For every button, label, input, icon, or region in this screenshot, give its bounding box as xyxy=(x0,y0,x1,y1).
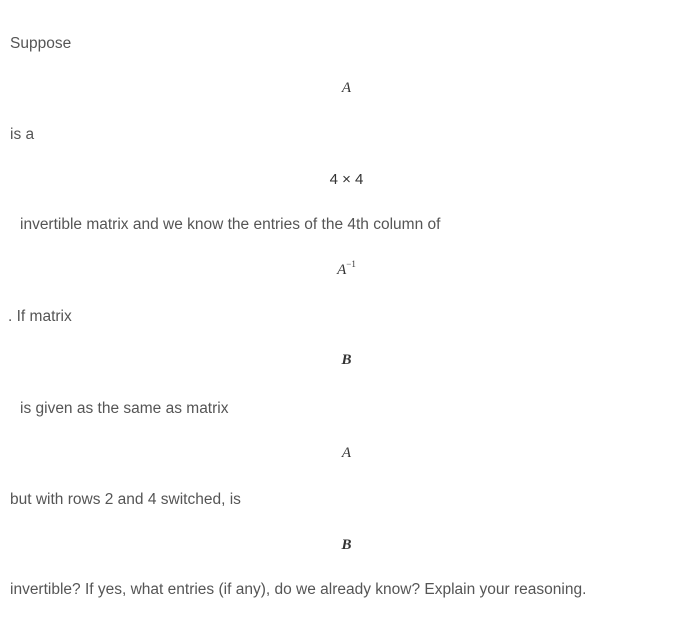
math-a-inverse xyxy=(0,260,693,280)
math-dimension: 4 × 4 xyxy=(329,171,364,188)
question-text-invertible-matrix: invertible matrix and we know the entries of the 4th column of xyxy=(20,216,441,233)
math-matrix-a-second: A xyxy=(341,445,352,461)
question-text-explain: invertible? If yes, what entries (if any), do we already know? Explain your reasoning. xyxy=(10,581,587,598)
math-matrix-b: B xyxy=(341,352,352,368)
math-matrix-a: A xyxy=(341,80,352,96)
question-text-if-matrix: . If matrix xyxy=(8,308,72,325)
question-text-same-as-matrix: is given as the same as matrix xyxy=(20,400,229,417)
question-text-rows-switched: but with rows 2 and 4 switched, is xyxy=(10,491,241,508)
question-text-suppose: Suppose xyxy=(10,35,72,52)
math-a-inverse-base: A xyxy=(337,262,347,278)
math-matrix-b-second: B xyxy=(341,537,352,553)
question-text-is-a: is a xyxy=(10,126,35,143)
math-a-inverse-exponent: −1 xyxy=(346,259,356,269)
